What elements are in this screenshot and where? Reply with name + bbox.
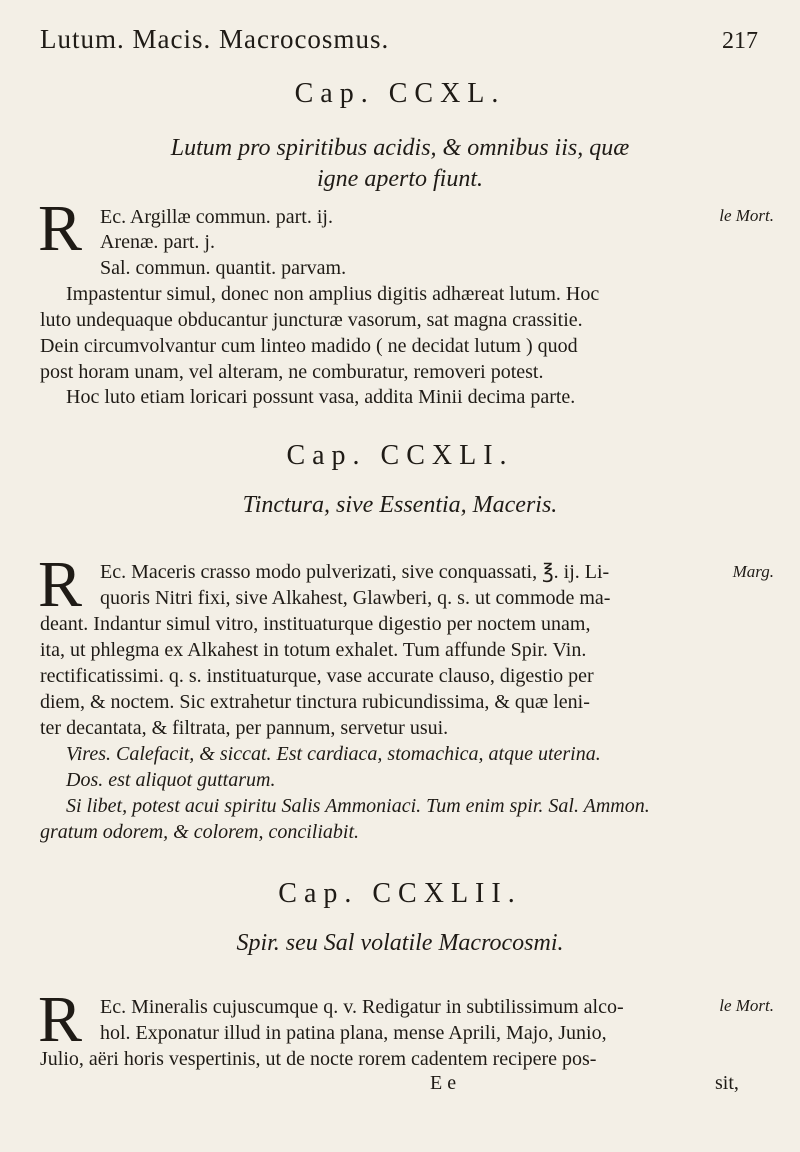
text-line: gratum odorem, & colorem, conciliabit. [40,821,360,843]
text-line: diem, & noctem. Sic extrahetur tinctura rubicundissima, & quæ leni- [40,691,590,713]
drop-cap: R [38,192,83,265]
text-line: Si libet, potest acui spiritu Salis Ammoniaci. Tum enim spir. Sal. Ammon. [66,795,650,817]
signature-mark: E e [430,1072,457,1094]
text-line: Dein circumvolvantur cum linteo madido ( ne decidat lutum ) quod [40,335,578,357]
chapter-heading: Cap. CCXL. [294,78,506,109]
running-title: Lutum. Macis. Macrocosmus. [40,24,390,54]
margin-note: le Mort. [719,996,774,1015]
margin-note: le Mort. [719,206,774,225]
text-line: deant. Indantur simul vitro, instituaturque digestio per noctem unam, [40,613,591,635]
page-number: 217 [722,28,758,54]
chapter-subtitle: Lutum pro spiritibus acidis, & omnibus iis, quæ [170,135,630,161]
text-line: Julio, aëri horis vespertinis, ut de nocte rorem cadentem recipere pos- [40,1048,597,1070]
text-line: Sal. commun. quantit. parvam. [100,257,347,279]
chapter-subtitle-continued: igne aperto fiunt. [317,166,483,192]
text-line-vires: Vires. Calefacit, & siccat. Est cardiaca, stomachica, atque uterina. [66,743,601,765]
chapter-subtitle: Spir. seu Sal volatile Macrocosmi. [236,930,564,956]
text-line: rectificatissimi. q. s. instituaturque, vase accurate clauso, digestio per [40,665,594,687]
text-line: ita, ut phlegma ex Alkahest in totum exhalet. Tum affunde Spir. Vin. [40,639,587,661]
text-line: Ec. Maceris crasso modo pulverizati, sive conquassati, ℥. ij. Li- [100,561,610,583]
drop-cap: R [38,983,83,1056]
catchword: sit, [715,1072,739,1094]
text-line: Arenæ. part. j. [100,231,215,253]
chapter-heading: Cap. CCXLI. [286,440,514,471]
text-line: hol. Exponatur illud in patina plana, mense Aprili, Majo, Junio, [100,1022,607,1044]
text-line: Impastentur simul, donec non amplius digitis adhæreat lutum. Hoc [66,283,600,305]
text-line-dosis: Dos. est aliquot guttarum. [66,769,276,791]
text-line: Ec. Mineralis cujuscumque q. v. Redigatur in subtilissimum alco- [100,996,624,1018]
text-line: Hoc luto etiam loricari possunt vasa, addita Minii decima parte. [66,386,576,408]
text-line: luto undequaque obducantur juncturæ vasorum, sat magna crassitie. [40,309,583,331]
text-line: Ec. Argillæ commun. part. ij. [100,206,333,228]
chapter-heading: Cap. CCXLII. [278,878,522,909]
text-line: ter decantata, & filtrata, per pannum, servetur usui. [40,717,449,739]
chapter-subtitle: Tinctura, sive Essentia, Maceris. [242,492,558,518]
drop-cap: R [38,548,83,621]
text-line: post horam unam, vel alteram, ne comburatur, removeri potest. [40,361,544,383]
page-header [0,14,800,54]
margin-note: Marg. [732,562,774,581]
text-line: quoris Nitri fixi, sive Alkahest, Glawberi, q. s. ut commode ma- [100,587,611,609]
